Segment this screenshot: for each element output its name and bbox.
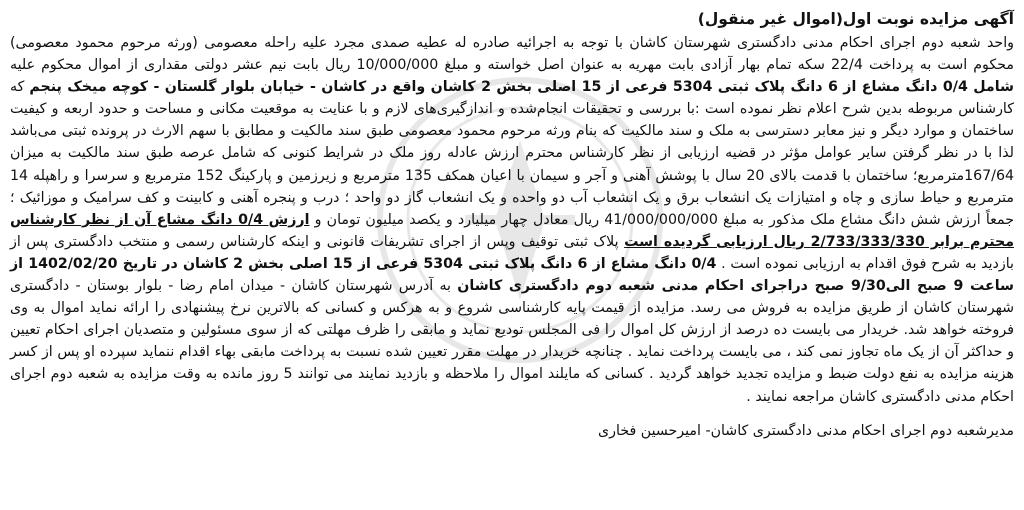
body-segment: به آدرس شهرستان کاشان - میدان امام رضا - بلوار بوستان - دادگستری شهرستان کاشان از طریق مزایده به فروش می رسد. مزایده از قیمت پایه کارشناسی شروع و به هرکس و کسانی که بالاترین نرخ پیشنهادی را ارائه نماید اموال به وی فروخته خواهد شد. خریدار می بایست ده درصد از ارزش کل اموال را فی المجلس تودیع نماید و مابقی را ظرف مهلتی که از سوی مسئولین و متصدیان اجرای احکام تعیین و حداکثر آن از یک ماه تجاوز نمی کند ، می بایست پرداخت نماید . چنانچه خریدار در مهلت مقرر تعیین شده نسبت به پرداخت مابقی بهاء اقدام ننماید سپرده او پس از کسر هزینه مزایده به نفع دولت ضبط و مزایده تجدید خواهد گردید . کسانی که مایلند اموال را ملاحظه و بازدید نمایند می توانند 5 روز مانده به وقت مزایده به شعبه دوم اجرای احکام مدنی دادگستری کاشان مراجعه نمایند .	[10, 278, 1014, 405]
body-segment: که کارشناس مربوطه بدین شرح اعلام نظر نموده است :با بررسی و تحقیقات انجام‌شده و اندازگیری‌های لازم و با عنایت به موقعیت مکانی و مساحت و حدود اربعه و کیفیت ساختمان و موارد دیگر و نیز معابر دسترسی به ملک و سند مالکیت که بنام ورثه مرحوم محمود معصومی طبق سند مالکیت و مطابق با سهم الارث در پرونده ثبتی می‌باشد لذا با در نظر گرفتن سایر عوامل مؤثر در قضیه ارزیابی از نظر کارشناس محترم ارزش عادله روز ملک در شرایط کنونی که شامل عرصه طبق سند مالکیت به میزان 167/64مترمربع؛ ساختمان با قدمت بالای 20 سال با پوشش آهنی و آجر و سیمان با اعیان همکف 135 مترمربع و زیرزمین و پارکینگ 152 مترمربع و سرسرا و راهپله 14 مترمربع و حیاط سازی و چاه و امتیازات یک انشعاب برق و یک انشعاب آب دو واحده و یک انشعاب گاز دو واحد ؛ درب و پنجره آهنی و کابینت و کف سرامیک و موزائیک ؛ جمعاً ارزش شش دانگ مشاع ملک مذکور به مبلغ 41/000/000/000 ریال معادل چهار میلیارد و یکصد میلیون تومان و	[10, 79, 1015, 228]
notice-body	[10, 32, 1014, 408]
property-description: شامل 0/4 دانگ مشاع از 6 دانگ پلاک ثبتی 5304 فرعی از 15 اصلی بخش 2 کاشان واقع در کاشان - خیابان بلوار گلستان - کوچه میخک پنجم	[29, 79, 1014, 96]
appraised-value: ارزش 0/4 دانگ مشاع آن از نظر کارشناس محترم برابر 2/733/333/330 ریال ارزیابی گردیده است	[10, 211, 1014, 250]
notice-title: آگهی مزایده نوبت اول(اموال غیر منقول)	[697, 10, 1014, 28]
body-segment: واحد شعبه دوم اجرای احکام مدنی دادگستری شهرستان کاشان با توجه به اجرائیه صادره له عطیه صمدی مجرد علیه راحله معصومی (ورثه مرحوم محمود معصومی) محکوم است به پرداخت 22/4 سکه تمام بهار آزادی بابت مهریه به عنوان اصل خواسته و مبلغ 10/000/000 ریال بابت نیم عشر دولتی مقداری از اموال محکوم علیه	[10, 35, 1014, 74]
body-segment: پلاک ثبتی توقیف وپس از اجرای تشریفات قانونی و اینکه کارشناس رسمی و منتخب دادگستری پس از بازدید به شرح فوق اقدام به ارزیابی نموده است .	[10, 233, 1014, 272]
auction-date-time: 0/4 دانگ مشاع از 6 دانگ پلاک ثبتی 5304 فرعی از 15 اصلی بخش 2 کاشان در تاریخ 1402/02/20 از ساعت 9 صبح الی9/30 صبح دراجرای احکام مدنی شعبه دوم دادگستری کاشان	[10, 255, 1015, 295]
signature-line: مدیرشعبه دوم اجرای احکام مدنی دادگستری کاشان- امیرحسین فخاری	[598, 422, 1014, 439]
